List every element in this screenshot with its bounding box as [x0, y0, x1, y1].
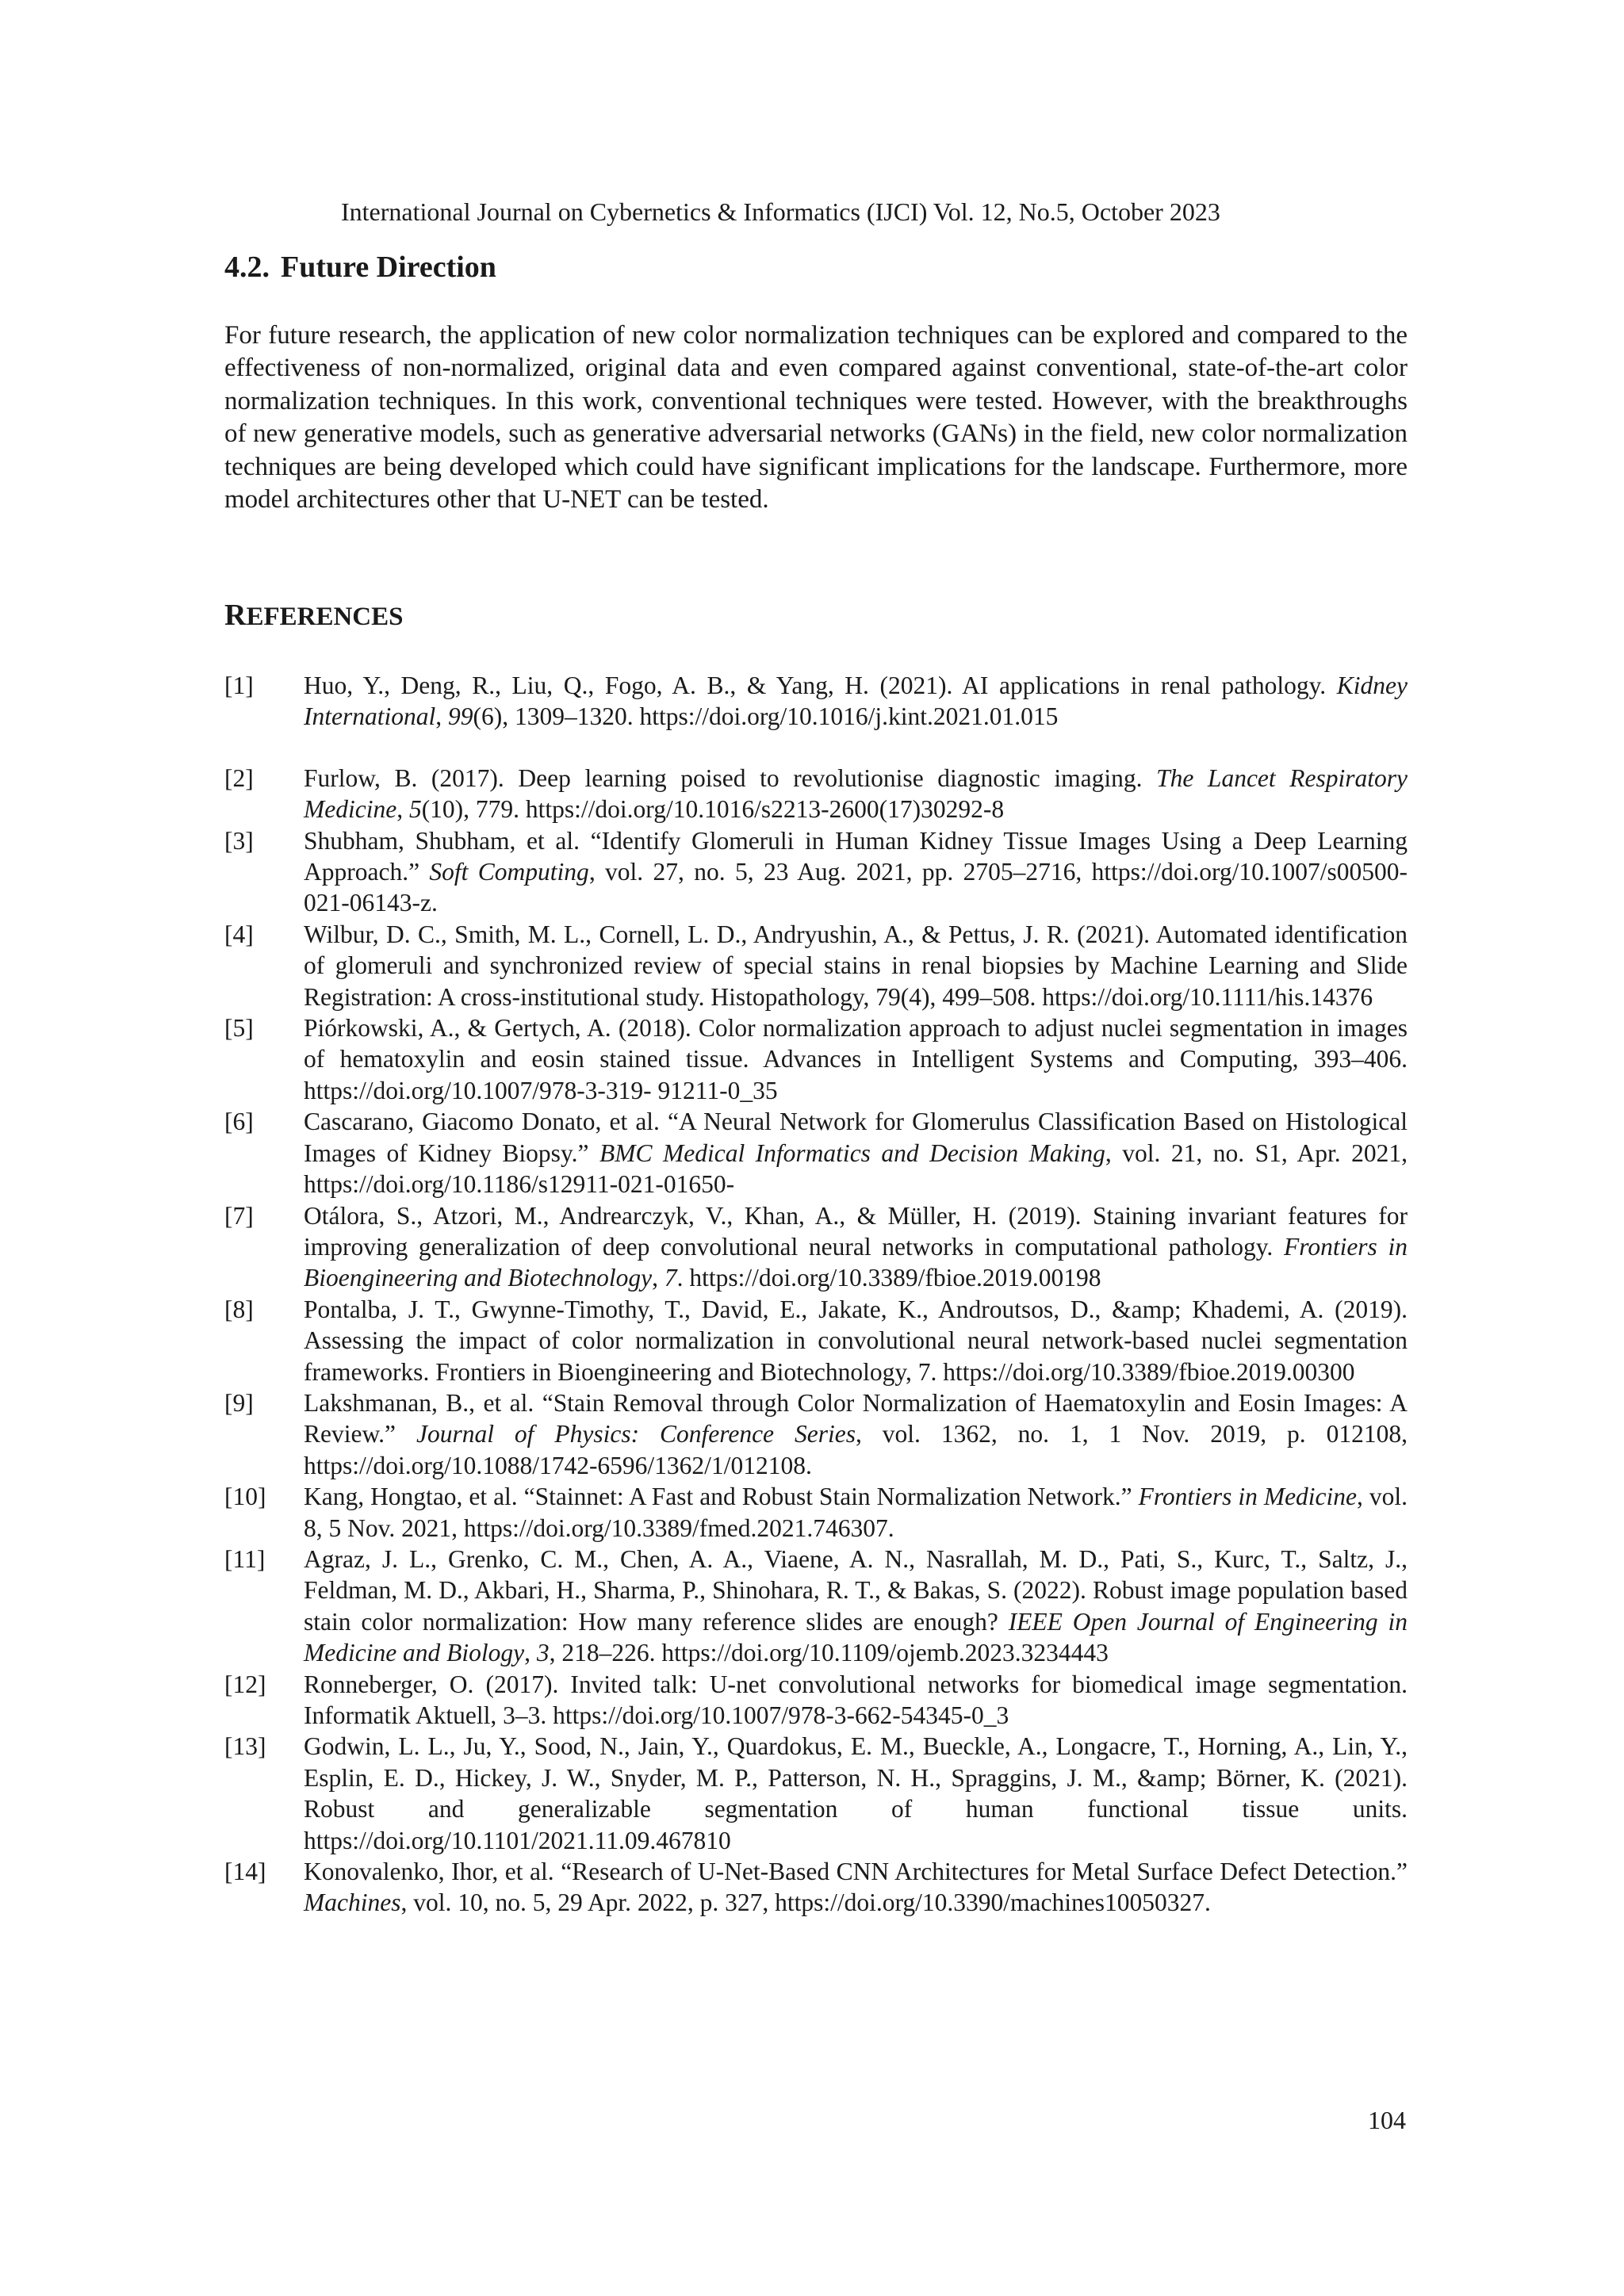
reference-label: [3] [224, 826, 254, 855]
reference-segment: , [435, 702, 448, 731]
reference-text [304, 1012, 1408, 1106]
body-paragraph: For future research, the application of new color normalization techniques can be explored and compared to the effectiveness of non-normalized, original data and even compared against conventional, state-of-the-art color normalization techniques. In this work, conventional techniques were tested. However, with the breakthroughs of new generative models, such as generative adversarial networks (GANs) in the field, new color normalization techniques are being developed which could have significant implications for the landscape. Furthermore, more model architectures other that U-NET can be tested. [224, 321, 1408, 515]
reference-item [224, 825, 1408, 919]
reference-item [224, 1294, 1408, 1387]
reference-segment: , [524, 1639, 537, 1667]
reference-italic-segment: Frontiers in Bioengineering and Biotechnology [304, 1232, 1408, 1292]
reference-item [224, 1731, 1408, 1856]
reference-segment: Otálora, S., Atzori, M., Andrearczyk, V., Khan, A., & Müller, H. (2019). Staining invariant features for improving generalization of deep convolutional neural networks in computational pathology. [304, 1201, 1408, 1261]
reference-text [304, 1544, 1408, 1669]
references-heading-rest: EFERENCES [246, 603, 404, 631]
reference-italic-segment: 7 [664, 1264, 677, 1292]
reference-text [304, 1387, 1408, 1481]
reference-item [224, 1544, 1408, 1669]
reference-segment: , vol. 1362, no. 1, 1 Nov. 2019, p. 012108, https://doi.org/10.1088/1742-6596/1362/1/012108. [304, 1420, 1408, 1479]
reference-italic-segment: 99 [448, 702, 473, 731]
reference-segment: Ronneberger, O. (2017). Invited talk: U-net convolutional networks for biomedical image segmentation. Informatik Aktuell, 3–3. https://doi.org/10.1007/978-3-662-54345-0_3 [304, 1670, 1408, 1729]
reference-segment: Huo, Y., Deng, R., Liu, Q., Fogo, A. B., & Yang, H. (2021). AI applications in renal pathology. [304, 672, 1337, 699]
reference-label: [12] [224, 1670, 266, 1698]
reference-segment: Kang, Hongtao, et al. “Stainnet: A Fast and Robust Stain Normalization Network.” [304, 1483, 1139, 1511]
reference-segment: Wilbur, D. C., Smith, M. L., Cornell, L. D., Andryushin, A., & Pettus, J. R. (2021). Automated identification of glomeruli and synchronized review of special stains in renal biopsies by Machine Learning and Slide Registration: A cross-institutional study. Histopathology, 79(4), 499–508. https://doi.org/10.1111/his.14376 [304, 920, 1408, 1011]
reference-text [304, 1856, 1408, 1919]
reference-segment: Pontalba, J. T., Gwynne-Timothy, T., David, E., Jakate, K., Androutsos, D., &amp; Khademi, A. (2019). Assessing the impact of color normalization in convolutional neural network-based nuclei segmentation frameworks. Frontiers in Bioengineering and Biotechnology, 7. https://doi.org/10.3389/fbioe.2019.00300 [304, 1295, 1408, 1386]
reference-label: [9] [224, 1388, 254, 1417]
reference-text [304, 670, 1408, 733]
reference-label: [8] [224, 1295, 254, 1323]
reference-segment: (10), 779. https://doi.org/10.1016/s2213-2600(17)30292-8 [421, 795, 1005, 824]
reference-item [224, 1200, 1408, 1294]
section-heading [224, 249, 496, 285]
reference-item [224, 1106, 1408, 1200]
reference-italic-segment: Journal of Physics: Conference Series [416, 1420, 856, 1448]
reference-segment: Furlow, B. (2017). Deep learning poised to revolutionise diagnostic imaging. [304, 763, 1157, 792]
reference-italic-segment: Soft Computing [429, 858, 589, 886]
reference-item [224, 1856, 1408, 1919]
reference-segment: Konovalenko, Ihor, et al. “Research of U-Net-Based CNN Architectures for Metal Surface Defect Detection.” [304, 1858, 1408, 1886]
reference-text [304, 1731, 1408, 1856]
reference-label: [5] [224, 1014, 254, 1043]
reference-text [304, 1200, 1408, 1294]
reference-segment: (6), 1309–1320. https://doi.org/10.1016/j.kint.2021.01.015 [473, 702, 1059, 731]
reference-segment: , vol. 8, 5 Nov. 2021, https://doi.org/10.3389/fmed.2021.746307. [304, 1483, 1408, 1542]
reference-item [224, 1669, 1408, 1732]
reference-label: [2] [224, 763, 254, 792]
reference-label: [13] [224, 1732, 266, 1761]
reference-text [304, 763, 1408, 825]
reference-segment: , [652, 1264, 665, 1292]
reference-segment: , vol. 27, no. 5, 23 Aug. 2021, pp. 2705–2716, https://doi.org/10.1007/s00500-021-06143-z. [304, 858, 1408, 917]
reference-item [224, 670, 1408, 733]
reference-label: [10] [224, 1483, 266, 1511]
reference-segment: Godwin, L. L., Ju, Y., Sood, N., Jain, Y., Quardokus, E. M., Bueckle, A., Longacre, T., Horning, A., Lin, Y., Esplin, E. D., Hickey, J. W., Snyder, M. P., Patterson, N. H., Spraggins, J. M., &amp; Börner, K. (2021). Robust and generalizable segmentation of human functional tissue units. https://doi.org/10.1101/2021.11.09.467810 [304, 1732, 1408, 1854]
reference-label: [6] [224, 1108, 254, 1136]
reference-list [224, 670, 1408, 1919]
references-heading [224, 599, 404, 633]
reference-segment: , 218–226. https://doi.org/10.1109/ojemb.2023.3234443 [549, 1639, 1109, 1667]
reference-item [224, 1012, 1408, 1106]
reference-segment: Agraz, J. L., Grenko, C. M., Chen, A. A., Viaene, A. N., Nasrallah, M. D., Pati, S., Kurc, T., Saltz, J., Feldman, M. D., Akbari, H., Sharma, P., Shinohara, R. T., & Bakas, S. (2022). Robust image population based stain color normalization: How many reference slides are enough? [304, 1544, 1408, 1636]
reference-label: [7] [224, 1201, 254, 1230]
reference-text [304, 1106, 1408, 1200]
reference-text [304, 1294, 1408, 1387]
reference-item [224, 1387, 1408, 1481]
section-number: 4.2. [224, 251, 270, 284]
reference-italic-segment: Frontiers in Medicine [1138, 1483, 1358, 1511]
running-header: International Journal on Cybernetics & Informatics (IJCI) Vol. 12, No.5, October 2023 [341, 197, 1220, 226]
reference-text [304, 1481, 1408, 1544]
reference-italic-segment: 3 [536, 1639, 550, 1667]
reference-italic-segment: The Lancet Respiratory Medicine [304, 763, 1408, 824]
reference-text [304, 1669, 1408, 1732]
reference-item [224, 763, 1408, 825]
reference-label: [4] [224, 920, 254, 948]
reference-segment: Lakshmanan, B., et al. “Stain Removal through Color Normalization of Haematoxylin and Eosin Images: A Review.” [304, 1388, 1408, 1448]
reference-text [304, 825, 1408, 919]
reference-segment: . https://doi.org/10.3389/fbioe.2019.00198 [676, 1264, 1101, 1292]
reference-item [224, 1481, 1408, 1544]
references-heading-initial: R [224, 599, 247, 632]
reference-segment: Piórkowski, A., & Gertych, A. (2018). Color normalization approach to adjust nuclei segmentation in images of hematoxylin and eosin stained tissue. Advances in Intelligent Systems and Computing, 393–406. https://doi.org/10.1007/978-3-319- 91211-0_35 [304, 1014, 1408, 1104]
reference-segment: , [396, 795, 409, 824]
reference-label: [11] [224, 1544, 266, 1573]
reference-italic-segment: IEEE Open Journal of Engineering in Medicine and Biology [304, 1607, 1408, 1667]
reference-segment: Cascarano, Giacomo Donato, et al. “A Neural Network for Glomerulus Classification Based on Histological Images of Kidney Biopsy.” [304, 1108, 1408, 1167]
section-title: Future Direction [281, 251, 496, 284]
reference-italic-segment: 5 [408, 795, 422, 824]
reference-label: [1] [224, 672, 254, 699]
page-number: 104 [1368, 2106, 1406, 2134]
reference-text [304, 919, 1408, 1012]
reference-segment: , vol. 10, no. 5, 29 Apr. 2022, p. 327, https://doi.org/10.3390/machines10050327. [400, 1888, 1211, 1917]
reference-segment: Shubham, Shubham, et al. “Identify Glomeruli in Human Kidney Tissue Images Using a Deep Learning Approach.” [304, 826, 1408, 886]
reference-italic-segment: BMC Medical Informatics and Decision Making [599, 1138, 1105, 1167]
reference-label: [14] [224, 1858, 266, 1886]
reference-item [224, 919, 1408, 1012]
reference-segment: , vol. 21, no. S1, Apr. 2021, https://doi.org/10.1186/s12911-021-01650- [304, 1138, 1408, 1199]
reference-italic-segment: Machines [304, 1888, 401, 1917]
reference-italic-segment: Kidney International [304, 672, 1408, 731]
